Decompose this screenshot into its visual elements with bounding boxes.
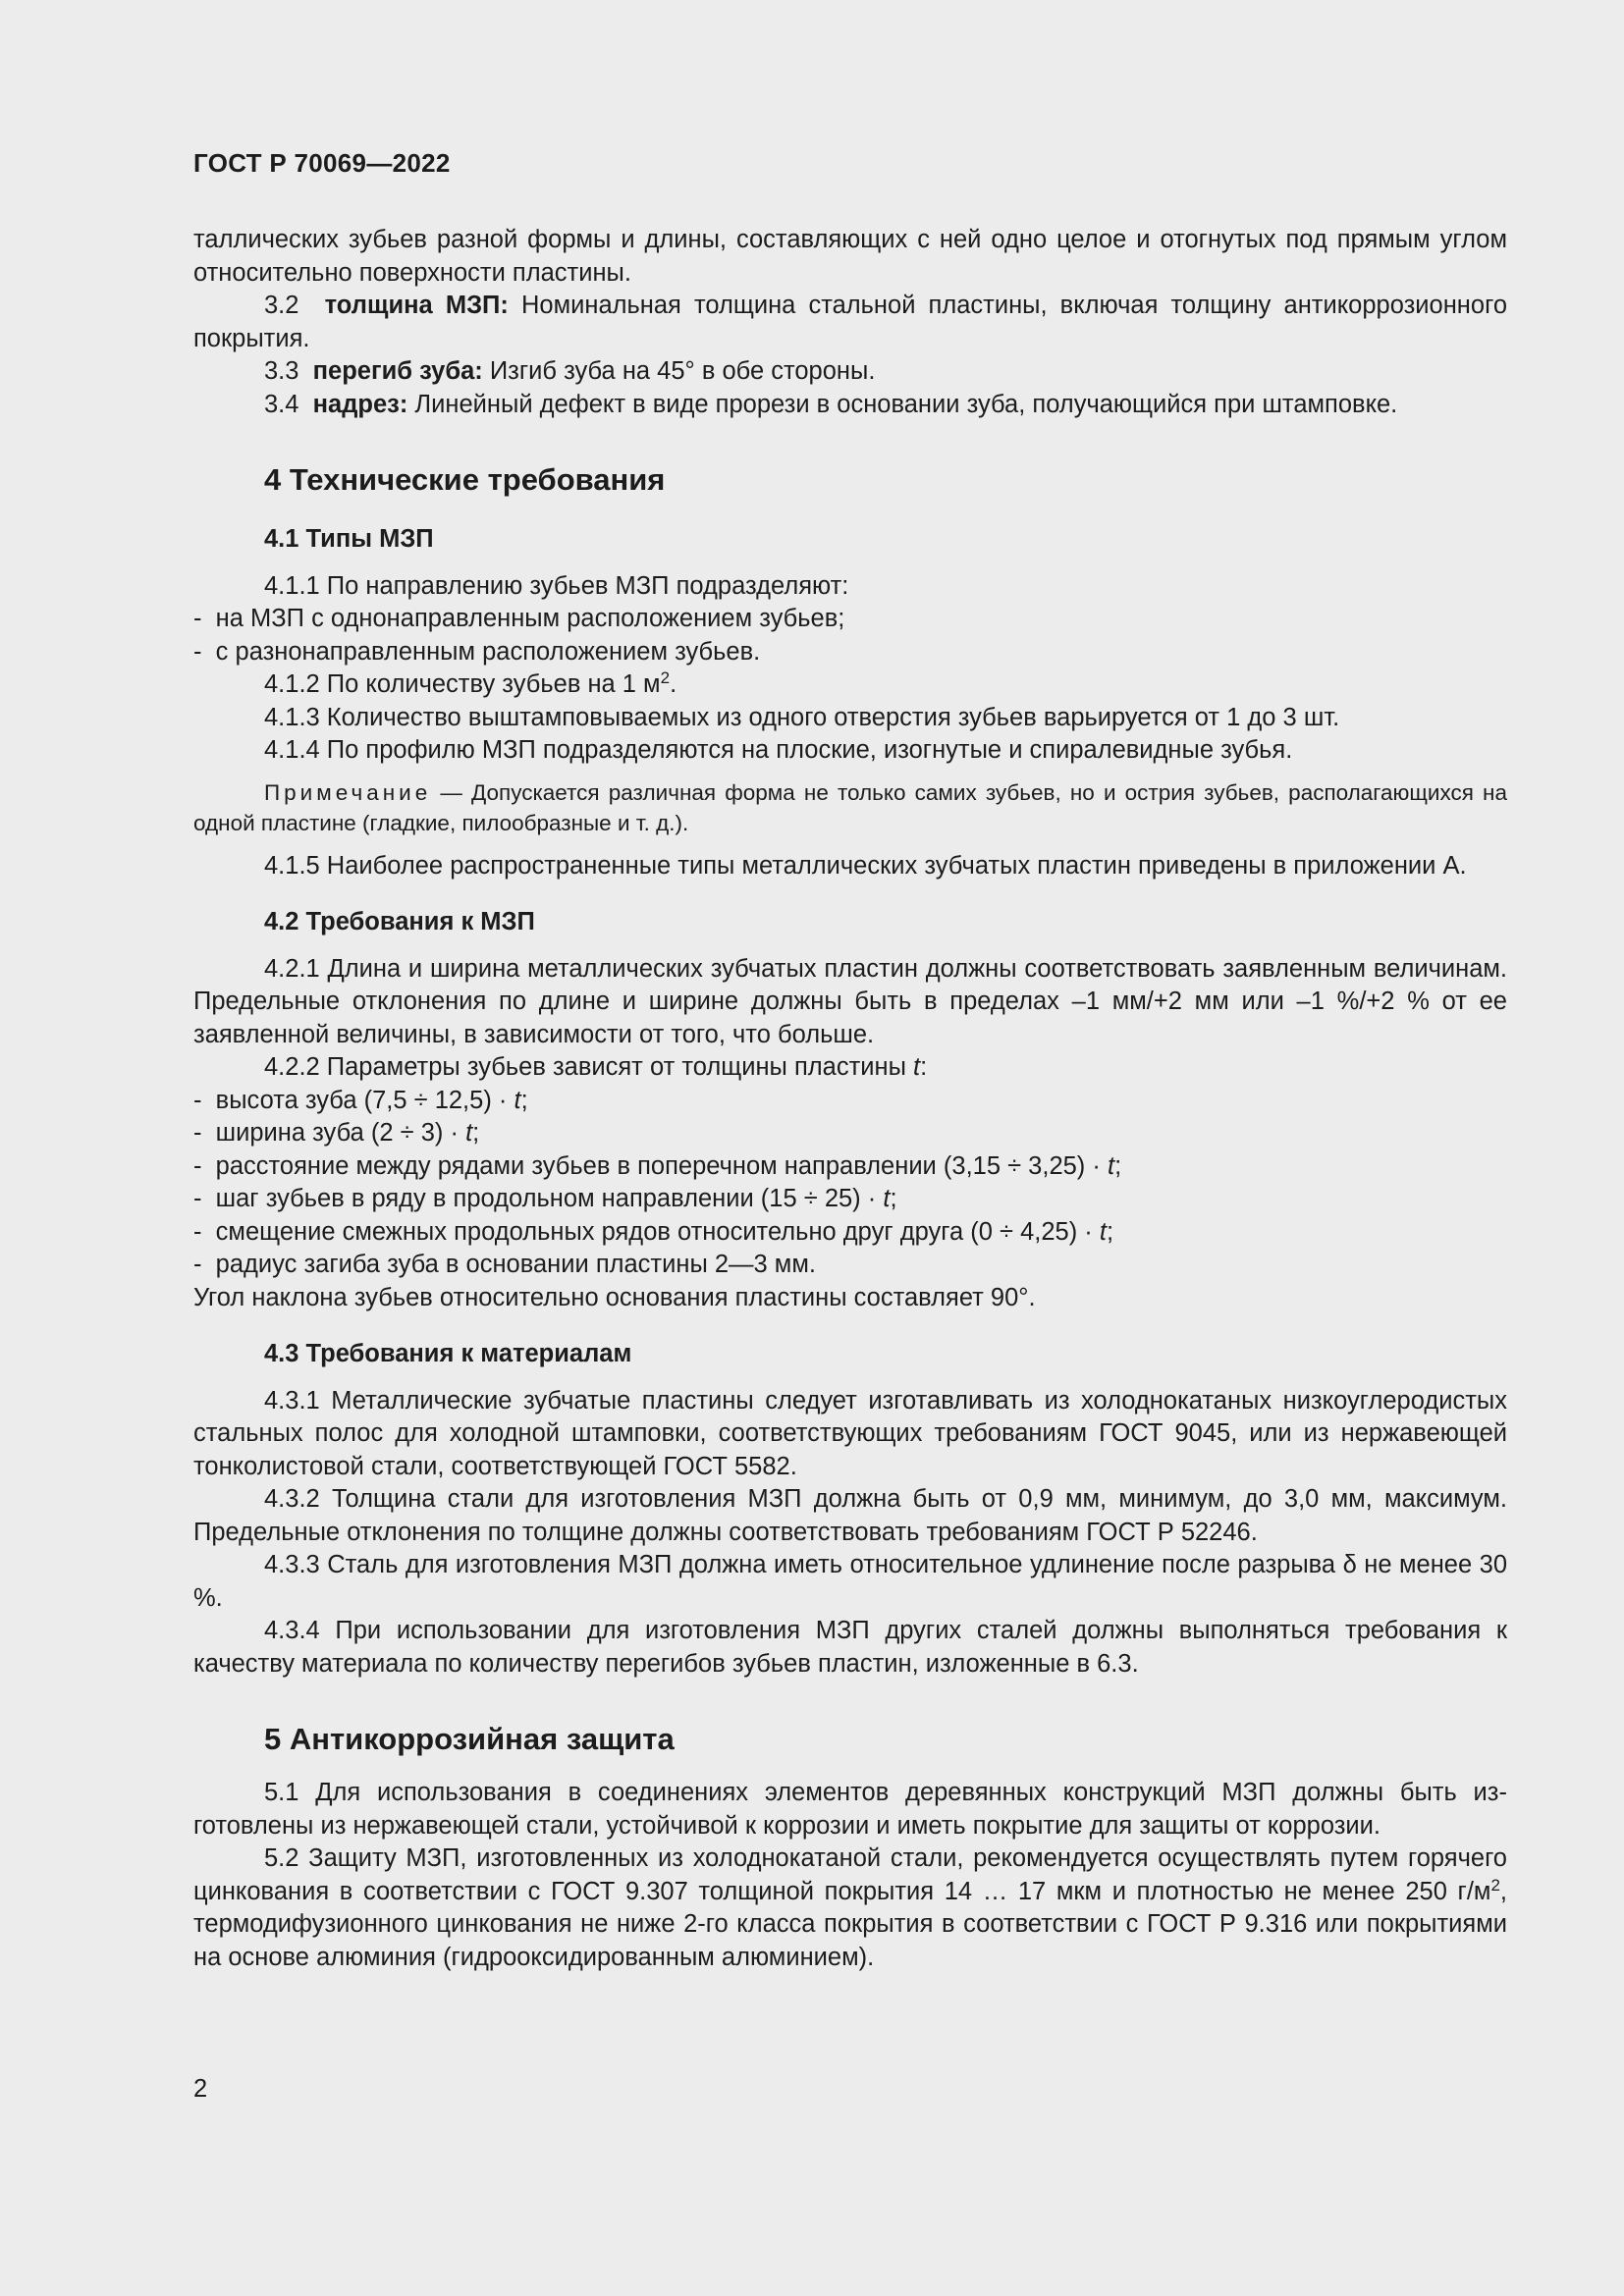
term-number: 3.3	[264, 357, 299, 385]
paragraph-4-2-1: 4.2.1 Длина и ширина металлических зубчатых пластин должны соответствовать заявленным величинам. Предельные отклонения по длине и ширине должны быть в пределах –1 мм/+2 мм или –1 %/+2 % от ее заявленной величины, в зависимости от того, что больше.	[193, 954, 1507, 1048]
paragraph-4-1-1: 4.1.1 По направлению зубьев МЗП подразделяют:	[264, 571, 849, 600]
note-text: — Допускается различная форма не только самих зубьев, но и острия зубьев, располагающихся на одной пластине (гладкие, пилообразные и т. д.).	[193, 779, 1507, 835]
term-definition: Линейный дефект в виде прорези в основании зуба, получающийся при штамповке.	[414, 390, 1398, 418]
term-number: 3.4	[264, 390, 299, 418]
variable-t: t	[912, 1053, 921, 1081]
superscript: 2	[660, 668, 671, 687]
term-name: толщина МЗП:	[324, 292, 509, 319]
section-heading-5: 5 Антикоррозийная защита	[264, 1722, 675, 1756]
paragraph-4-3-2: 4.3.2 Толщина стали для изготовления МЗП должна быть от 0,9 мм, минимум, до 3,0 мм, максимум. Предельные отклонения по толщине должны соответствовать требованиям ГОСТ Р 52246.	[193, 1485, 1507, 1546]
note	[193, 777, 1507, 838]
list-item-text: радиус загиба зуба в основании пластины 2—3 мм.	[215, 1251, 816, 1278]
paragraph-text: 4.1.2 По количеству зубьев на 1 м	[264, 670, 661, 698]
list-item: - на МЗП с однонаправленным расположением зубьев;	[193, 603, 1507, 636]
subsection-heading-4-1: 4.1 Типы МЗП	[264, 525, 434, 553]
document-header: ГОСТ Р 70069—2022	[193, 148, 451, 178]
paragraph-end: .	[670, 670, 677, 698]
paragraph-end: :	[920, 1053, 928, 1081]
paragraph-4-3-1: 4.3.1 Металлические зубчатые пластины следует изготавливать из холоднокатаных низкоуглеродистых стальных полос для холодной штамповки, соответствующих требованиям ГОСТ 9045, или из нержавеющей тонколистовой стали, соответствующей ГОСТ 5582.	[193, 1386, 1507, 1480]
paragraph-4-1-5: 4.1.5 Наиболее распространенные типы металлических зубчатых пластин приведены в приложении А.	[264, 851, 1467, 880]
list-item-text: ширина зуба (2 ÷ 3) ·	[215, 1119, 466, 1147]
paragraph-4-3-3: 4.3.3 Сталь для изготовления МЗП должна иметь относительное удлинение после разрыва δ не менее 30 %.	[193, 1551, 1507, 1612]
paragraph-angle: Угол наклона зубьев относительно основания пластины составляет 90°.	[193, 1283, 1036, 1311]
term-definition: Номинальная толщина стальной пластины, включая толщину антикоррозионного покрытия.	[193, 292, 1507, 352]
subsection-heading-4-3: 4.3 Требования к материалам	[264, 1340, 632, 1367]
paragraph-4-1-2	[193, 668, 1507, 702]
variable-t: t	[465, 1119, 473, 1147]
list-item	[193, 1150, 1507, 1184]
paragraph-4-3-4: 4.3.4 При использовании для изготовления МЗП других сталей должны выполняться требования к качеству материала по количеству перегибов зубьев пластин, изложенные в 6.3.	[193, 1617, 1507, 1678]
term-3-2	[193, 290, 1507, 355]
document-body	[193, 224, 1507, 1974]
term-number: 3.2	[264, 292, 299, 319]
section-heading-4: 4 Технические требования	[264, 462, 666, 497]
list-item-text: расстояние между рядами зубьев в поперечном направлении (3,15 ÷ 3,25) ·	[215, 1151, 1108, 1180]
term-3-3	[193, 355, 1507, 389]
list-item-end: ;	[1106, 1217, 1114, 1246]
list-item-text: шаг зубьев в ряду в продольном направлении (15 ÷ 25) ·	[215, 1185, 884, 1212]
list-item	[193, 1249, 1507, 1282]
variable-t: t	[1099, 1217, 1107, 1246]
paragraph-4-1-4: 4.1.4 По профилю МЗП подразделяются на плоские, изогнутые и спиралевидные зубья.	[264, 736, 1293, 764]
paragraph-text: 4.2.2 Параметры зубьев зависят от толщины пластины	[264, 1053, 913, 1081]
list-item-end: ;	[472, 1119, 480, 1147]
paragraph-text: 5.2 Защиту МЗП, изготовленных из холоднокатаной стали, рекомендуется осуществлять путем горячего цинкования в соответствии с ГОСТ 9.307 толщиной покрытия 14 … 17 мкм и плотностью не менее 250 г/м	[193, 1844, 1507, 1905]
subsection-heading-4-2: 4.2 Требования к МЗП	[264, 908, 535, 935]
paragraph-5-1: 5.1 Для использования в соединениях элементов деревянных конструкций МЗП должны быть изготовлены из нержавеющей стали, устойчивой к коррозии и иметь покрытие для защиты от коррозии.	[193, 1779, 1507, 1840]
page-number: 2	[193, 2075, 208, 2103]
list-item	[193, 1085, 1507, 1118]
paragraph-4-2-2	[193, 1051, 1507, 1085]
list-item: - с разнонаправленным расположением зубьев.	[193, 636, 1507, 669]
variable-t: t	[514, 1086, 521, 1114]
paragraph-4-1-3: 4.1.3 Количество выштамповываемых из одного отверстия зубьев варьируется от 1 до 3 шт.	[264, 703, 1340, 731]
list-item	[193, 1117, 1507, 1150]
list-item-text: смещение смежных продольных рядов относительно друг друга (0 ÷ 4,25) ·	[215, 1217, 1100, 1246]
list-item-end: ;	[890, 1185, 897, 1212]
paragraph-5-2	[193, 1842, 1507, 1974]
paragraph-text: , термодифузионного цинкования не ниже 2-го класса покрытия в соответствии с ГОСТ Р 9.316 или покрытиями на основе алюминия (гидрооксидированным алюминием).	[193, 1877, 1507, 1971]
variable-t: t	[1107, 1151, 1115, 1180]
paragraph-continuation: таллических зубьев разной формы и длины, составляющих с ней одно целое и отогнутых под прямым углом относительно поверхности пластины.	[193, 226, 1507, 287]
variable-t: t	[883, 1185, 891, 1212]
term-name: надрез:	[312, 390, 408, 418]
list-item-end: ;	[1114, 1151, 1122, 1180]
term-name: перегиб зуба:	[312, 357, 483, 385]
superscript: 2	[1490, 1875, 1500, 1895]
list-item-end: ;	[520, 1086, 528, 1114]
list-item-text: высота зуба (7,5 ÷ 12,5) ·	[215, 1086, 514, 1114]
term-definition: Изгиб зуба на 45° в обе стороны.	[489, 357, 876, 385]
list-item	[193, 1183, 1507, 1216]
list-item	[193, 1216, 1507, 1250]
term-3-4	[193, 389, 1507, 422]
note-label: Примечание	[264, 779, 432, 805]
